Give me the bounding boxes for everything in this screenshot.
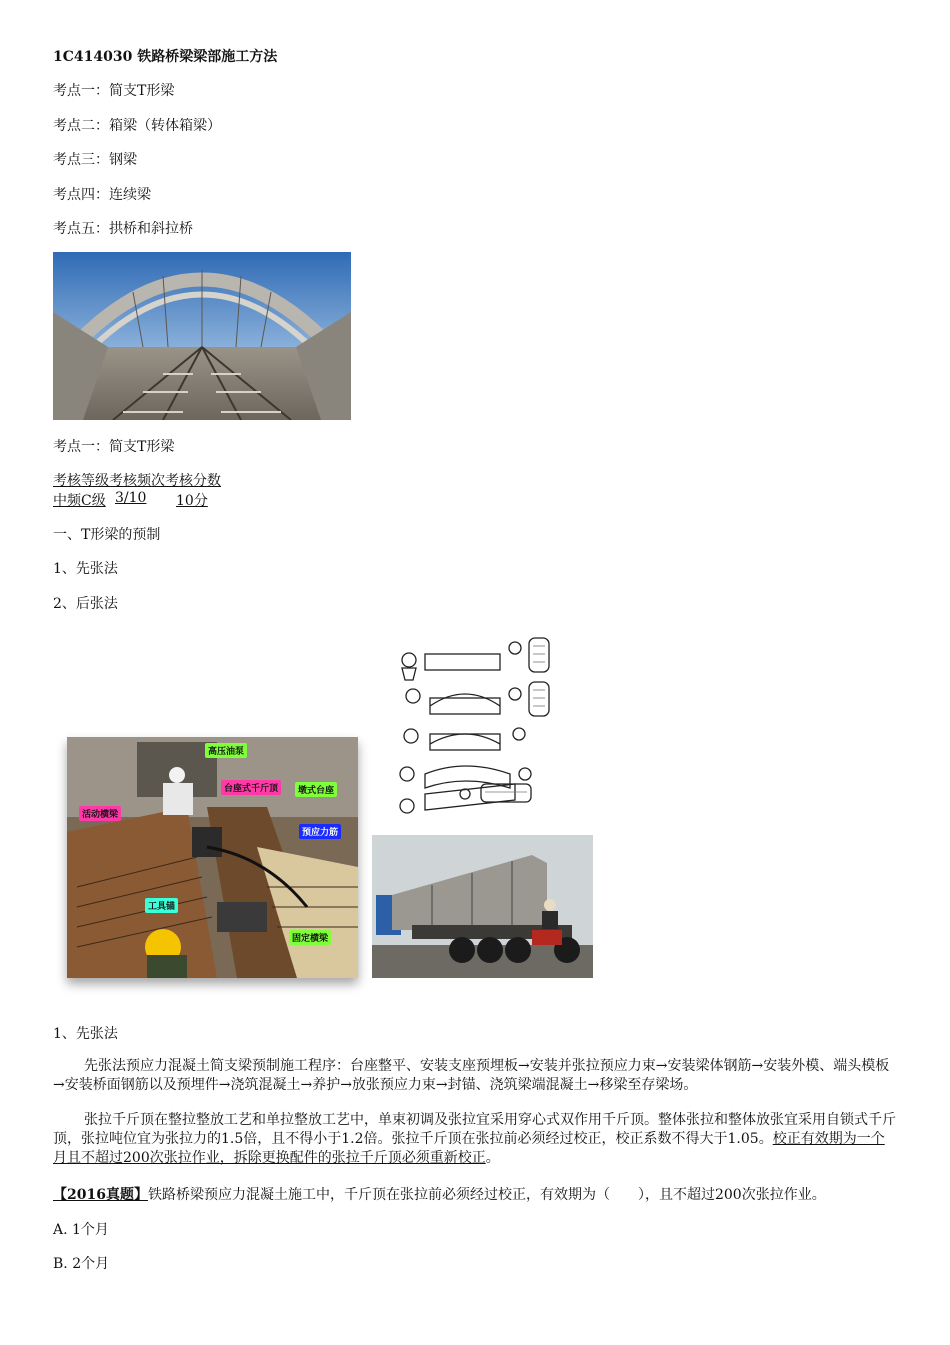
paragraph-pretension-procedure: 先张法预应力混凝土简支梁预制施工程序：台座整平、安装支座预埋板→安装并张拉预应力束→安装梁体钢筋→安装外模、端头模板→安装桥面钢筋以及预埋件→浇筑混凝土→养护→放张预应力束→封锚、浇筑梁端混凝土→移梁至存梁场。 [53, 1058, 890, 1093]
exam-frequency: 3/10 [115, 490, 147, 506]
jack-requirements-text: 张拉千斤顶在整拉整放工艺和单拉整放工艺中，单束初调及张拉宜采用穿心式双作用千斤顶。整体张拉和整体放张宜采用自锁式千斤顶，张拉吨位宜为张拉力的1.5倍，且不得小于1.2倍。张拉千斤顶在张拉前必须经过校正，校正系数不得大于1.05。 [53, 1112, 896, 1147]
label-pedestal-jack: 台座式千斤顶 [221, 780, 281, 795]
doc-heading: 1C414030 铁路桥梁梁部施工方法 [53, 49, 278, 65]
question-text: 铁路桥梁预应力混凝土施工中，千斤顶在张拉前必须经过校正，有效期为（ ），且不超过200次张拉作业。 [147, 1187, 826, 1203]
question-tag: 【2016真题】 [53, 1187, 148, 1203]
exam-question [53, 1184, 826, 1204]
label-high-pressure-pump: 高压油泵 [205, 743, 247, 758]
label-movable-beam: 活动横梁 [79, 806, 121, 821]
arch-bridge-photo [53, 252, 351, 420]
option-a: A. 1个月 [53, 1222, 109, 1238]
label-tool-anchor: 工具锚 [145, 898, 178, 913]
label-pier-pedestal: 墩式台座 [295, 782, 337, 797]
method-1: 1、先张法 [53, 561, 118, 577]
point-4: 考点四：连续梁 [53, 187, 151, 203]
point-2: 考点二：箱梁（转体箱梁） [53, 118, 221, 134]
label-fixed-beam: 固定横梁 [289, 930, 331, 945]
calibration-validity-text: 校正有效期为一个月且不超过200次张拉作业，拆除更换配件的张拉千斤顶必须重新校正 [53, 1131, 885, 1166]
exam-level: 中频C级 [53, 493, 106, 509]
point-3: 考点三：钢梁 [53, 152, 137, 168]
prestress-cartoon-sketch [385, 634, 555, 830]
sub-heading: 一、T形梁的预制 [53, 527, 161, 543]
label-prestress-tendon: 预应力筋 [299, 824, 341, 839]
method-1-heading: 1、先张法 [53, 1026, 118, 1042]
point-1: 考点一：简支T形梁 [53, 83, 175, 99]
method-2: 2、后张法 [53, 596, 118, 612]
section-title: 考点一：简支T形梁 [53, 439, 175, 455]
beam-transport-truck-photo [372, 835, 593, 978]
paragraph-end-mark: 。 [485, 1150, 500, 1166]
exam-table-header: 考核等级考核频次考核分数 [53, 473, 221, 489]
point-5: 考点五：拱桥和斜拉桥 [53, 221, 193, 237]
pretension-site-photo [67, 737, 358, 978]
paragraph-jack-requirements [53, 1111, 898, 1168]
exam-score: 10分 [176, 493, 208, 509]
option-b: B. 2个月 [53, 1256, 110, 1272]
